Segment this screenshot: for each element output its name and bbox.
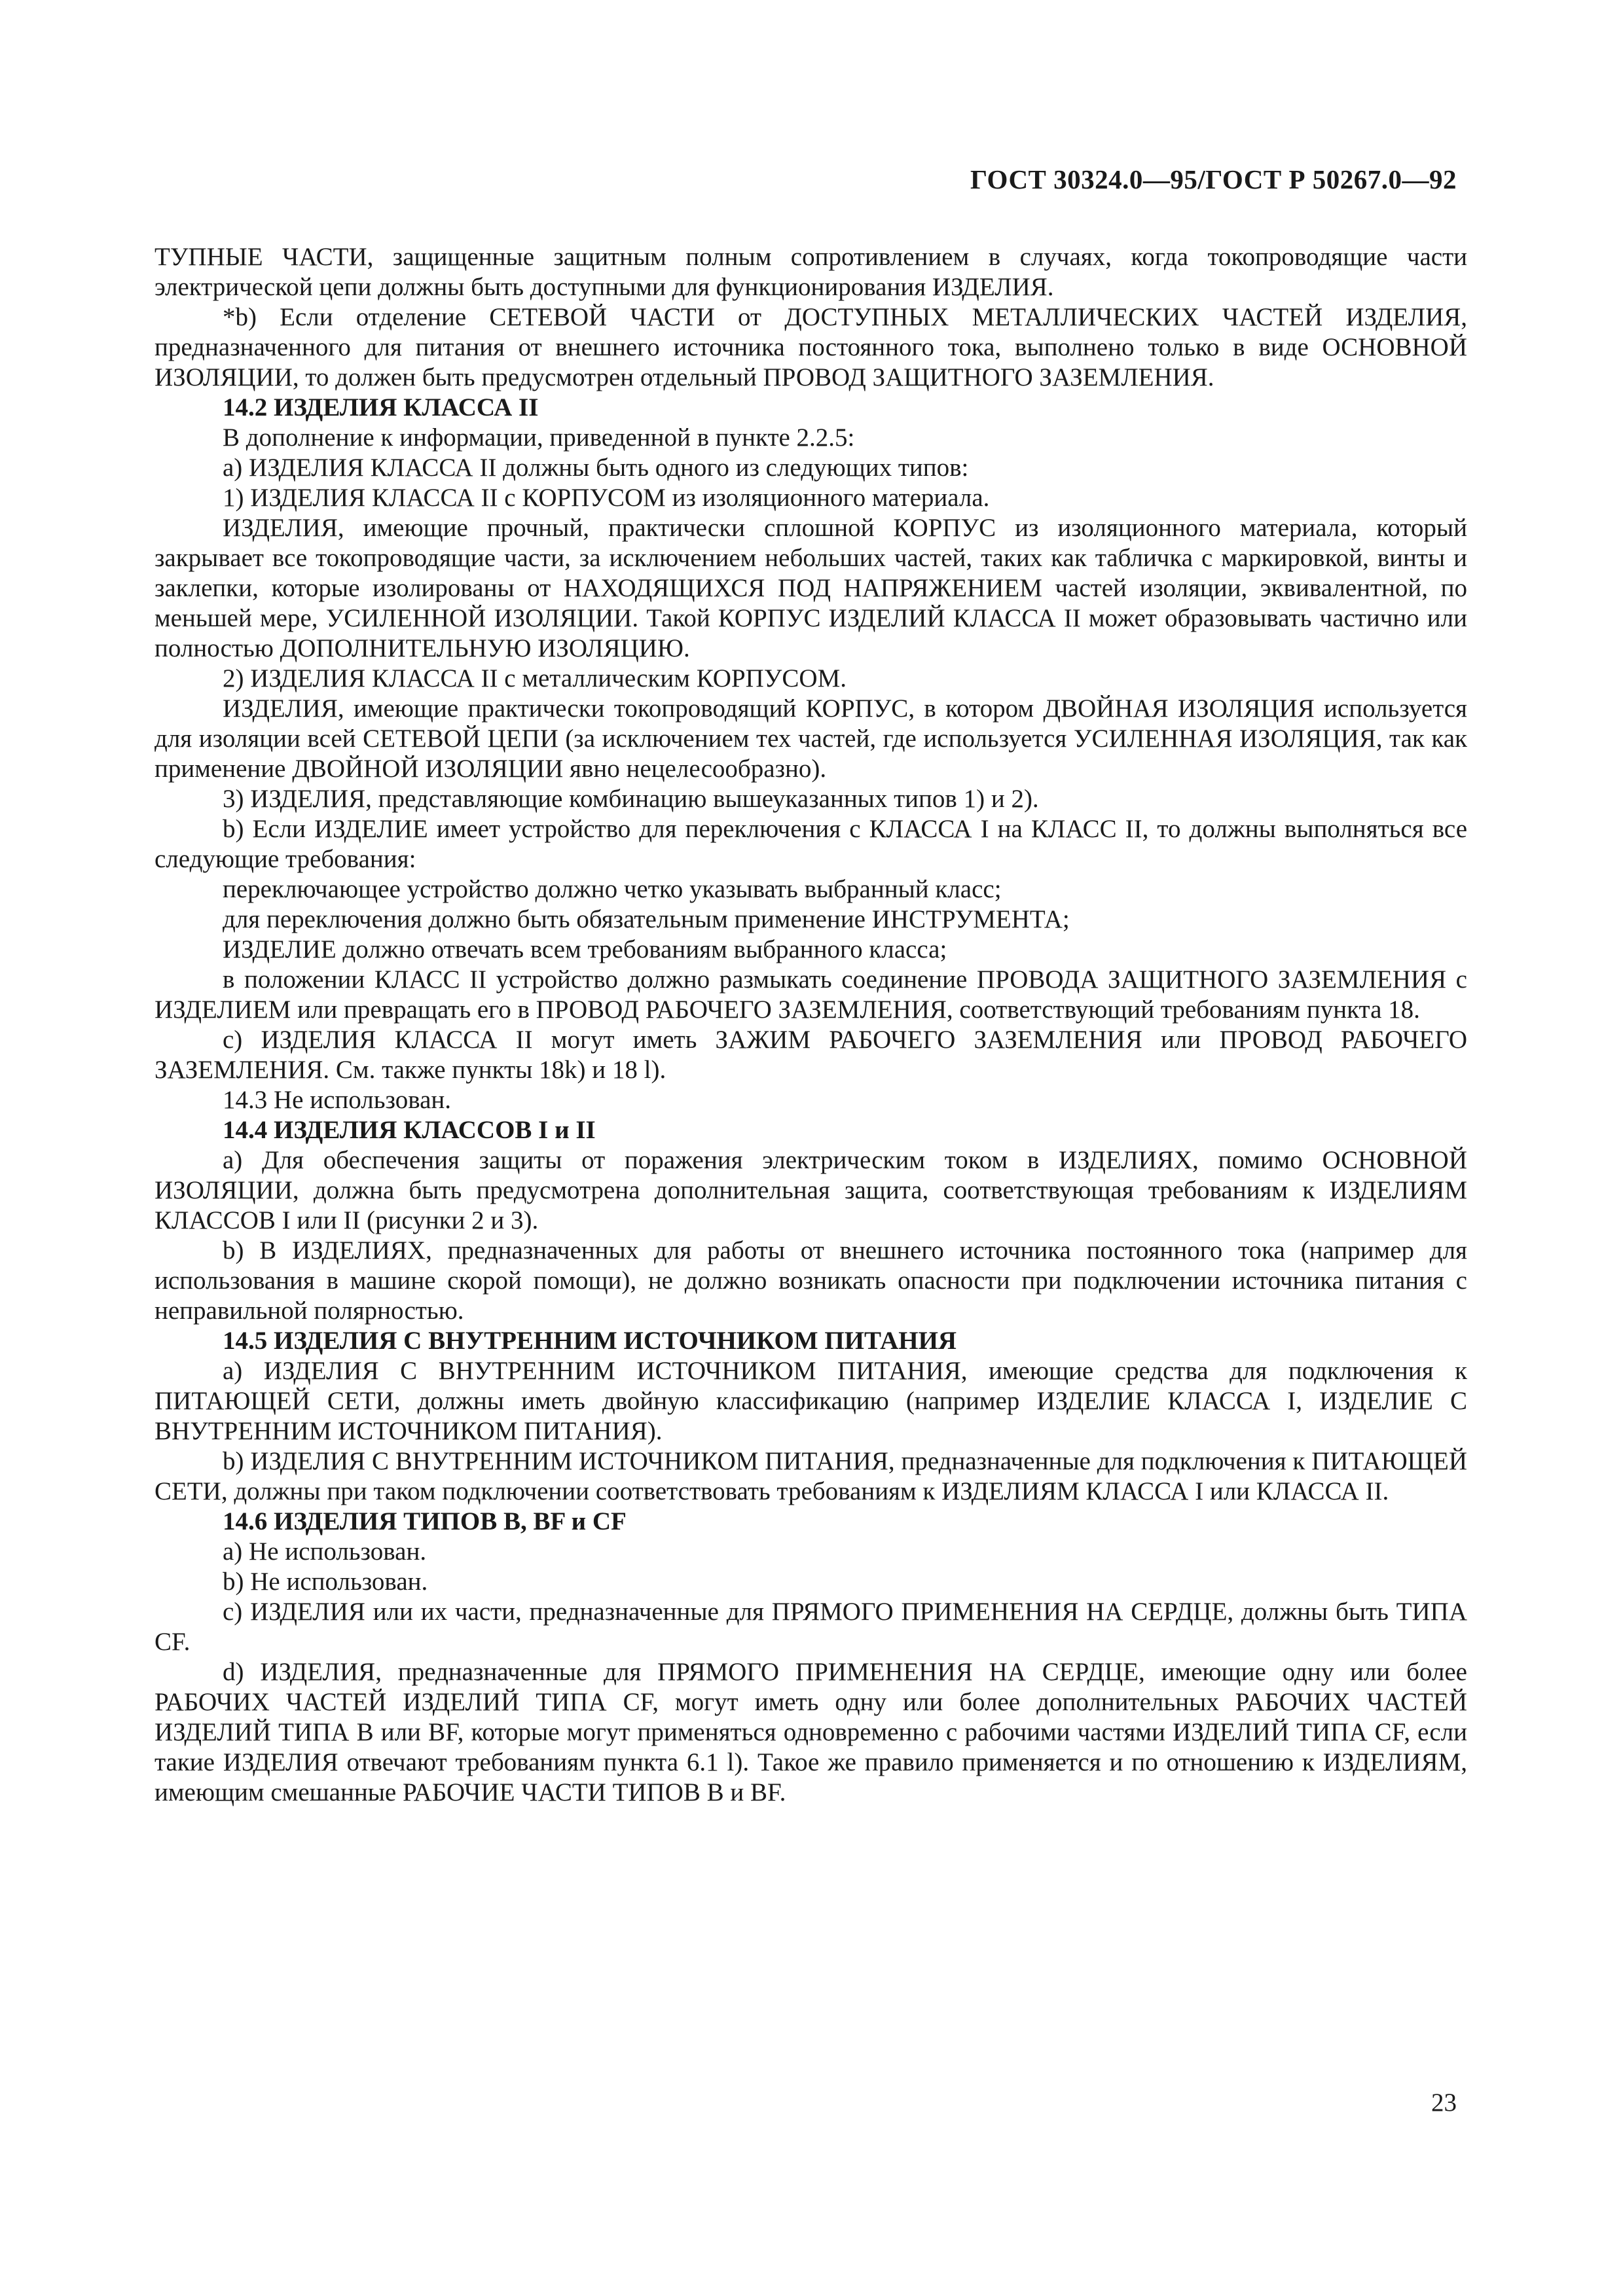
paragraph-14-1b: *b) Если отделение СЕТЕВОЙ ЧАСТИ от ДОСТУПНЫХ МЕТАЛЛИЧЕСКИХ ЧАСТЕЙ ИЗДЕЛИЯ, предназначенного для питания от внешнего источника постоянного тока, выполнено только в виде ОСНОВНОЙ ИЗОЛЯЦИИ, то должен быть предусмотрен отдельный ПРОВОД ЗАЩИТНОГО ЗАЗЕМЛЕНИЯ.	[155, 303, 1467, 391]
paragraph: 14.3 Не использован.	[223, 1086, 452, 1114]
paragraph: b) Не использован.	[223, 1568, 428, 1596]
document-body	[155, 242, 1467, 1808]
paragraph: a) Для обеспечения защиты от поражения электрическим током в ИЗДЕЛИЯХ, помимо ОСНОВНОЙ ИЗОЛЯЦИИ, должна быть предусмотрена дополнительная защита, соответствующая требованиям к ИЗДЕЛИЯМ КЛАССОВ I или II (рисунки 2 и 3).	[155, 1146, 1467, 1234]
paragraph: b) ИЗДЕЛИЯ С ВНУТРЕННИМ ИСТОЧНИКОМ ПИТАНИЯ, предназначенные для подключения к ПИТАЮЩЕЙ СЕТИ, должны при таком подключении соответствовать требованиям к ИЗДЕЛИЯМ КЛАССА I или КЛАССА II.	[155, 1447, 1467, 1505]
paragraph: b) Если ИЗДЕЛИЕ имеет устройство для переключения с КЛАССА I на КЛАСС II, то должны выполняться все следующие требования:	[155, 815, 1467, 873]
paragraph: a) ИЗДЕЛИЯ С ВНУТРЕННИМ ИСТОЧНИКОМ ПИТАНИЯ, имеющие средства для подключения к ПИТАЮЩЕЙ СЕТИ, должны иметь двойную классификацию (например ИЗДЕЛИЕ КЛАССА I, ИЗДЕЛИЕ С ВНУТРЕННИМ ИСТОЧНИКОМ ПИТАНИЯ).	[155, 1357, 1467, 1445]
paragraph: c) ИЗДЕЛИЯ или их части, предназначенные для ПРЯМОГО ПРИМЕНЕНИЯ НА СЕРДЦЕ, должны быть ТИПА CF.	[155, 1598, 1467, 1656]
paragraph: 1) ИЗДЕЛИЯ КЛАССА II с КОРПУСОМ из изоляционного материала.	[223, 484, 990, 512]
section-heading-14-4: 14.4 ИЗДЕЛИЯ КЛАССОВ I и II	[223, 1116, 596, 1144]
paragraph: ИЗДЕЛИЯ, имеющие практически токопроводящий КОРПУС, в котором ДВОЙНАЯ ИЗОЛЯЦИЯ используется для изоляции всей СЕТЕВОЙ ЦЕПИ (за исключением тех частей, где используется УСИЛЕННАЯ ИЗОЛЯЦИЯ, так как применение ДВОЙНОЙ ИЗОЛЯЦИИ явно нецелесообразно).	[155, 694, 1467, 783]
paragraph: В дополнение к информации, приведенной в пункте 2.2.5:	[223, 423, 855, 452]
paragraph: ИЗДЕЛИЯ, имеющие прочный, практически сплошной КОРПУС из изоляционного материала, который закрывает все токопроводящие части, за исключением небольших частей, таких как табличка с маркировкой, винты и заклепки, которые изолированы от НАХОДЯЩИХСЯ ПОД НАПРЯЖЕНИЕМ частей изоляции, эквивалентной, по меньшей мере, УСИЛЕННОЙ ИЗОЛЯЦИИ. Такой КОРПУС ИЗДЕЛИЙ КЛАССА II может образовывать частично или полностью ДОПОЛНИТЕЛЬНУЮ ИЗОЛЯЦИЮ.	[155, 514, 1467, 662]
paragraph: b) В ИЗДЕЛИЯХ, предназначенных для работы от внешнего источника постоянного тока (например для использования в машине скорой помощи), не должно возникать опасности при подключении источника питания с неправильной полярностью.	[155, 1236, 1467, 1325]
list-item: ИЗДЕЛИЕ должно отвечать всем требованиям выбранного класса;	[223, 935, 947, 963]
list-item: переключающее устройство должно четко указывать выбранный класс;	[223, 875, 1002, 903]
list-item: в положении КЛАСС II устройство должно размыкать соединение ПРОВОДА ЗАЩИТНОГО ЗАЗЕМЛЕНИЯ с ИЗДЕЛИЕМ или превращать его в ПРОВОД РАБОЧЕГО ЗАЗЕМЛЕНИЯ, соответствующий требованиям пункта 18.	[155, 965, 1467, 1024]
page-number: 23	[1431, 2089, 1457, 2117]
section-heading-14-5: 14.5 ИЗДЕЛИЯ С ВНУТРЕННИМ ИСТОЧНИКОМ ПИТАНИЯ	[223, 1327, 957, 1355]
paragraph-continuation: ТУПНЫЕ ЧАСТИ, защищенные защитным полным сопротивлением в случаях, когда токопроводящие части электрической цепи должны быть доступными для функционирования ИЗДЕЛИЯ.	[155, 243, 1467, 301]
document-header: ГОСТ 30324.0—95/ГОСТ Р 50267.0—92	[970, 164, 1457, 194]
section-heading-14-2: 14.2 ИЗДЕЛИЯ КЛАССА II	[223, 393, 539, 422]
paragraph: d) ИЗДЕЛИЯ, предназначенные для ПРЯМОГО ПРИМЕНЕНИЯ НА СЕРДЦЕ, имеющие одну или более РАБОЧИХ ЧАСТЕЙ ИЗДЕЛИЙ ТИПА CF, могут иметь одну или более дополнительных РАБОЧИХ ЧАСТЕЙ ИЗДЕЛИЙ ТИПА В или BF, которые могут применяться одновременно с рабочими частями ИЗДЕЛИЙ ТИПА CF, если такие ИЗДЕЛИЯ отвечают требованиям пункта 6.1 l). Такое же правило применяется и по отношению к ИЗДЕЛИЯМ, имеющим смешанные РАБОЧИЕ ЧАСТИ ТИПОВ В и BF.	[155, 1658, 1467, 1806]
list-item: для переключения должно быть обязательным применение ИНСТРУМЕНТА;	[223, 905, 1070, 933]
paragraph: a) Не использован.	[223, 1537, 427, 1566]
paragraph: 3) ИЗДЕЛИЯ, представляющие комбинацию вышеуказанных типов 1) и 2).	[223, 785, 1039, 813]
paragraph: c) ИЗДЕЛИЯ КЛАССА II могут иметь ЗАЖИМ РАБОЧЕГО ЗАЗЕМЛЕНИЯ или ПРОВОД РАБОЧЕГО ЗАЗЕМЛЕНИЯ. См. также пункты 18k) и 18 l).	[155, 1026, 1467, 1084]
paragraph: 2) ИЗДЕЛИЯ КЛАССА II с металлическим КОРПУСОМ.	[223, 664, 847, 692]
section-heading-14-6: 14.6 ИЗДЕЛИЯ ТИПОВ В, BF и CF	[223, 1507, 627, 1535]
paragraph: a) ИЗДЕЛИЯ КЛАССА II должны быть одного из следующих типов:	[223, 454, 969, 482]
